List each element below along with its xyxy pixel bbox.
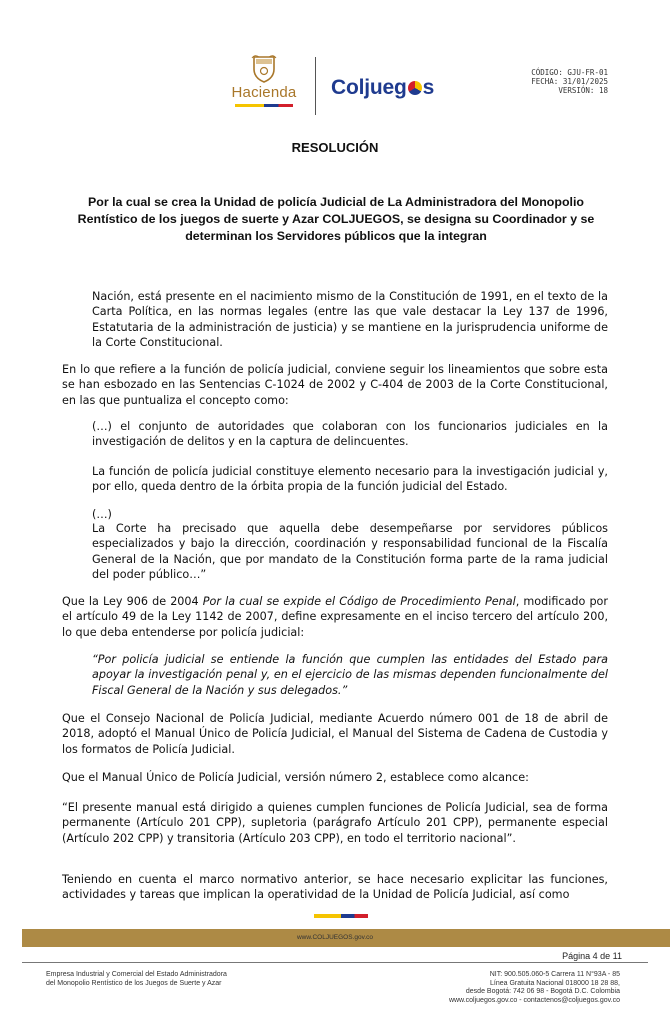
hacienda-logo xyxy=(224,54,304,116)
coljuegos-logo xyxy=(331,76,434,100)
coljuegos-ball-icon xyxy=(408,81,422,95)
footer-divider xyxy=(22,962,648,963)
subtitle-line: Por la cual se crea la Unidad de policía Judicial de La Administradora del Monopolio xyxy=(88,195,584,209)
entity-line: Empresa Industrial y Comercial del Estado Administradora xyxy=(46,971,227,978)
footer-contact xyxy=(449,971,620,1005)
hacienda-label: Hacienda xyxy=(231,84,297,101)
body-paragraph xyxy=(62,594,608,640)
document-control-info xyxy=(531,68,608,95)
quote-paragraph: La Corte ha precisado que aquella debe desempeñarse por servidores públicos especializados y bajo la dirección, coordinación y responsabilidad funcional de la Fiscalía General de la Nación, que por mandato de la Constitución forma parte de la rama judicial del poder público…” xyxy=(92,522,608,581)
entity-line: del Monopolio Rentístico de los Juegos de Suerte y Azar xyxy=(46,979,222,987)
contact-line: www.coljuegos.gov.co - contactenos@coljuegos.gov.co xyxy=(448,996,620,1004)
footer-url: www.COLJUEGOS.gov.co xyxy=(296,934,374,941)
ley-906-lead: Que la Ley 906 de 2004 xyxy=(62,595,203,608)
subtitle-line: Rentístico de los juegos de suerte y Azar COLJUEGOS, se designa su Coordinador y se xyxy=(77,212,595,226)
quote-paragraph: (…) el conjunto de autoridades que colaboran con los funcionarios judiciales en la investigación de delitos y en la captura de delincuentes. xyxy=(92,420,608,449)
contact-line: desde Bogotá: 742 06 98 - Bogotá D.C. Colombia xyxy=(465,988,620,995)
document-subtitle xyxy=(72,194,600,245)
body-paragraph: Que el Consejo Nacional de Policía Judicial, mediante Acuerdo número 001 de 18 de abril de 2018, adoptó el Manual Único de Policía Judicial, el Manual del Sistema de Cadena de Custodia y los formatos de Policía Judicial. xyxy=(62,712,608,756)
body-paragraph: Que el Manual Único de Policía Judicial, versión número 2, establece como alcance: xyxy=(62,771,529,784)
ley-906-title: Por la cual se expide el Código de Procedimiento Penal xyxy=(202,595,516,608)
subtitle-line: determinan los Servidores públicos que la integran xyxy=(185,229,487,243)
colombia-flag-bar xyxy=(235,104,293,107)
ley-906-rest: , modificado por el artículo 49 de la Ley 1142 de 2007, define expresamente en el inciso tercero del artículo 200, lo que deba entenderse por policía judicial: xyxy=(62,595,608,639)
codigo: CÓDIGO: GJU-FR-01 xyxy=(531,68,608,77)
document-title: RESOLUCIÓN xyxy=(291,140,379,155)
header-divider xyxy=(315,57,316,115)
colombia-crest-icon xyxy=(251,54,277,84)
body-paragraph: En lo que refiere a la función de policía judicial, conviene seguir los lineamientos que sobre esta se han esbozado en las Sentencias C-1024 de 2002 y C-404 de 2003 de la Corte Constitucional, en las que puntualiza el concepto como: xyxy=(62,363,608,407)
footer-flag-bar xyxy=(314,914,368,918)
italic-quote-paragraph: “Por policía judicial se entiende la función que cumplen las entidades del Estado para apoyar la investigación penal y, en el ejercicio de las mismas dependen funcionalmente del Fiscal General de la Nación y sus delegados.” xyxy=(92,653,608,697)
quote-paragraph: La función de policía judicial constituye elemento necesario para la investigación judicial y, por ello, queda dentro de la órbita propia de la función judicial del Estado. xyxy=(92,465,608,494)
fecha: FECHA: 31/01/2025 xyxy=(531,77,608,86)
coljuegos-label-end: s xyxy=(422,76,435,99)
footer-entity xyxy=(46,971,227,988)
page-number: Página 4 de 11 xyxy=(562,951,622,961)
coljuegos-label-start: Coljueg xyxy=(331,76,407,99)
contact-line: NIT: 900.505.060-5 Carrera 11 N°93A - 85 xyxy=(489,971,620,978)
version: VERSIÓN: 18 xyxy=(558,86,608,95)
contact-line: Línea Gratuita Nacional 018000 18 28 88, xyxy=(490,979,620,987)
quote-ellipsis: (…) xyxy=(92,508,112,521)
body-paragraph: Teniendo en cuenta el marco normativo anterior, se hace necesario explicitar las funciones, actividades y tareas que implican la operatividad de la Unidad de Policía Judicial, así como xyxy=(62,873,608,902)
body-paragraph: Nación, está presente en el nacimiento mismo de la Constitución de 1991, en el texto de la Carta Política, en las normas legales (entre las que vale destacar la Ley 137 de 1996, Estatutaria de la administración de justicia) y se mantiene en la jurisprudencia uniforme de la Corte Constitucional. xyxy=(92,290,608,349)
body-paragraph: “El presente manual está dirigido a quienes cumplen funciones de Policía Judicial, sea de forma permanente (Artículo 201 CPP), supletoria (parágrafo Artículo 201 CPP), permanente especial (Artículo 202 CPP) y transitoria (Artículo 203 CPP), en todo el territorio nacional”. xyxy=(62,801,608,845)
